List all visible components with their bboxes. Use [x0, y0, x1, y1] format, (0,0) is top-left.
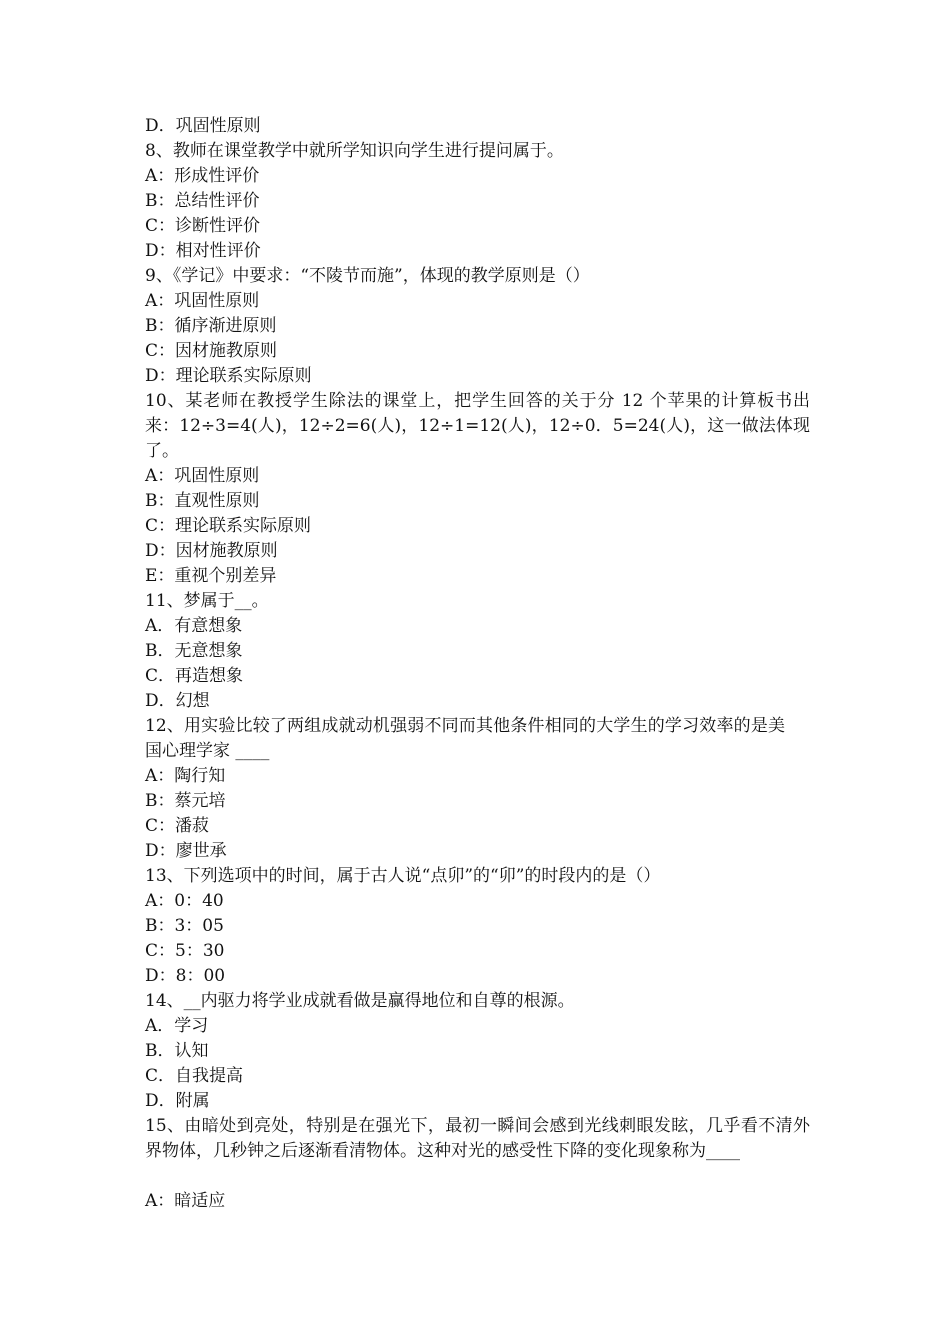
option-item: C：诊断性评价	[145, 216, 261, 236]
question-text: 15、由暗处到亮处，特别是在强光下，最初一瞬间会感到光线刺眼发眩，几乎看不清外界物体，几秒钟之后逐渐看清物体。这种对光的感受性下降的变化现象称为____	[145, 1116, 810, 1161]
option-item: B：直观性原则	[145, 491, 260, 511]
question-text: 14、__内驱力将学业成就看做是赢得地位和自尊的根源。	[145, 991, 575, 1011]
option-item: D．附属	[145, 1091, 210, 1111]
option-item: A：巩固性原则	[145, 466, 260, 486]
option-item: C．再造想象	[145, 666, 244, 686]
option-item: D．巩固性原则	[145, 116, 261, 136]
option-item: D：廖世承	[145, 841, 227, 861]
option-item: C：潘菽	[145, 816, 210, 836]
option-item: C：5：30	[145, 941, 225, 961]
option-item: D．幻想	[145, 691, 210, 711]
option-item: C：因材施教原则	[145, 341, 278, 361]
option-item: B．认知	[145, 1041, 209, 1061]
option-item: C：理论联系实际原则	[145, 516, 312, 536]
question-text: 12、用实验比较了两组成就动机强弱不同而其他条件相同的大学生的学习效率的是美国心理学家 ____	[145, 716, 785, 761]
option-item: A：巩固性原则	[145, 291, 260, 311]
option-item: A：陶行知	[145, 766, 226, 786]
option-item: A．学习	[145, 1016, 209, 1036]
option-item: B：蔡元培	[145, 791, 226, 811]
option-item: A：0：40	[145, 891, 224, 911]
option-item: C．自我提高	[145, 1066, 244, 1086]
option-item: B：3：05	[145, 916, 224, 936]
option-item: B．无意想象	[145, 641, 243, 661]
option-item: D：因材施教原则	[145, 541, 278, 561]
option-item: B：循序渐进原则	[145, 316, 277, 336]
question-text: 13、下列选项中的时间，属于古人说“点卯”的“卯”的时段内的是（）	[145, 866, 661, 886]
option-item: D：8：00	[145, 966, 226, 986]
question-list	[145, 114, 810, 1214]
option-item: E：重视个别差异	[145, 566, 277, 586]
question-text: 9、《学记》中要求：“不陵节而施”，体现的教学原则是（）	[145, 266, 590, 286]
option-item: B：总结性评价	[145, 191, 260, 211]
question-text: 10、某老师在教授学生除法的课堂上，把学生回答的关于分 12 个苹果的计算板书出来：12÷3=4(人)，12÷2=6(人)，12÷1=12(人)，12÷0．5=24(人)，这一做法体现了。	[145, 391, 810, 461]
option-item: A：暗适应	[145, 1191, 226, 1211]
option-item: D：理论联系实际原则	[145, 366, 312, 386]
option-item: A．有意想象	[145, 616, 243, 636]
option-item: A：形成性评价	[145, 166, 260, 186]
question-text: 8、教师在课堂教学中就所学知识向学生进行提问属于。	[145, 141, 564, 161]
question-text: 11、梦属于__。	[145, 591, 269, 611]
option-item: D：相对性评价	[145, 241, 261, 261]
